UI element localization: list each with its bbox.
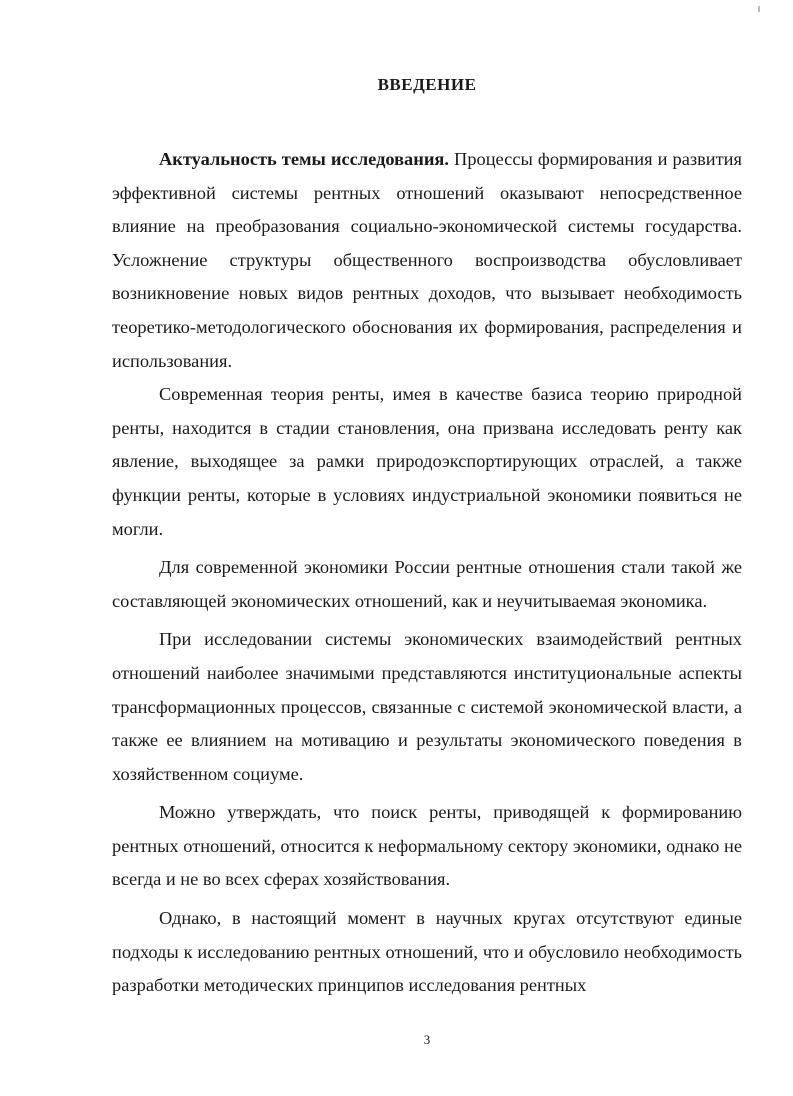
paragraph: При исследовании системы экономических взаимодействий рентных отношений наиболее значимыми представляются институциональные аспекты трансформационных процессов, связанные с системой экономической власти, а также ее влиянием на мотивацию и результаты экономического поведения в хозяйственном социуме. bbox=[112, 629, 742, 784]
page-number: 3 bbox=[423, 1032, 431, 1047]
relevance-text: Процессы формирования и развития эффективной системы рентных отношений оказывают непосредственное влияние на преобразования социально-экономической системы государства. Усложнение структуры общественного воспроизводства обусловливает возникновение новых видов рентных доходов, что вызывает необходимость теоретико-методологического обоснования их формирования, распределения и использования. bbox=[112, 149, 742, 371]
page-title: ВВЕДЕНИЕ bbox=[377, 75, 477, 94]
scan-speck bbox=[758, 6, 760, 12]
body-text bbox=[112, 143, 742, 1003]
paragraph-relevance bbox=[112, 143, 742, 378]
paragraph: Можно утверждать, что поиск ренты, приводящей к формированию рентных отношений, относится к неформальному сектору экономики, однако не всегда и не во всех сферах хозяйствования. bbox=[112, 802, 742, 890]
paragraph: Для современной экономики России рентные отношения стали такой же составляющей экономических отношений, как и неучитываемая экономика. bbox=[112, 557, 742, 611]
paragraph: Современная теория ренты, имея в качестве базиса теорию природной ренты, находится в стадии становления, она призвана исследовать ренту как явление, выходящее за рамки природоэкспортирующих отраслей, а также функции ренты, которые в условиях индустриальной экономики появиться не могли. bbox=[112, 384, 742, 539]
relevance-lead: Актуальность темы исследования. bbox=[159, 149, 449, 169]
paragraph: Однако, в настоящий момент в научных кругах отсутствуют единые подходы к исследованию рентных отношений, что и обусловило необходимость разработки методических принципов исследования рентных bbox=[112, 908, 742, 996]
